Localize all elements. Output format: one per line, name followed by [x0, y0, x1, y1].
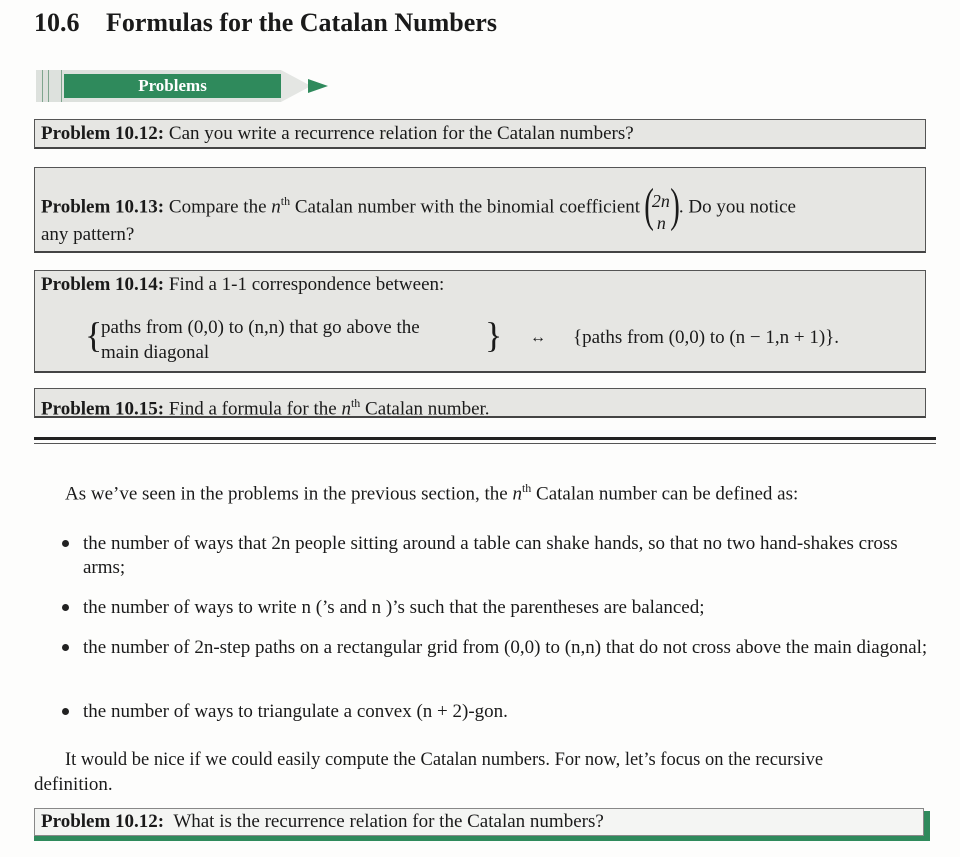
section-heading	[34, 8, 497, 38]
section-divider-thin	[34, 443, 936, 444]
bullet-dot	[62, 540, 69, 547]
section-number: 10.6	[34, 8, 80, 37]
binom-top: 2n	[651, 191, 670, 211]
problem-label: Problem 10.12:	[41, 123, 165, 144]
closing-line: definition.	[34, 774, 113, 795]
math-n: n	[512, 483, 522, 505]
problem-text: . Do you notice	[678, 196, 796, 218]
right-brace: }	[485, 315, 503, 355]
set-left-line: main diagonal	[101, 342, 210, 363]
superscript-th: th	[280, 194, 291, 209]
correspondence-arrow: ↔	[530, 329, 546, 346]
problem-text-cont: any pattern?	[41, 224, 135, 245]
set-left	[101, 315, 420, 365]
problem-text: Find a formula for the	[168, 398, 342, 420]
problem-text: What is the recurrence relation for the Catalan numbers?	[173, 811, 604, 832]
section-divider	[34, 437, 936, 440]
closing-line: It would be nice if we could easily compute the Catalan numbers. For now, let’s focus on the recursive	[65, 750, 824, 770]
superscript-th: th	[350, 396, 361, 410]
final-problem-inner	[34, 808, 924, 836]
problem-label: Problem 10.15:	[41, 398, 165, 420]
pencil-ribs	[42, 70, 62, 102]
bullet-text: the number of ways to triangulate a convex (n + 2)-gon.	[83, 701, 508, 722]
binomial-coefficient: ( 2n n )	[647, 184, 677, 232]
problems-banner	[36, 70, 331, 104]
problem-label: Problem 10.14:	[41, 274, 165, 295]
section-title: Formulas for the Catalan Numbers	[106, 8, 497, 37]
math-n: n	[271, 196, 281, 218]
bullet-dot	[62, 604, 69, 611]
bullet-text: the number of ways to write n (’s and n )’s such that the parentheses are balanced;	[83, 597, 705, 618]
bullet-dot	[62, 644, 69, 651]
problem-box-10-13	[34, 167, 926, 253]
problem-box-10-14	[34, 270, 926, 373]
intro-text: As we’ve seen in the problems in the previous section, the	[65, 483, 513, 505]
set-left-line: paths from (0,0) to (n,n) that go above the	[101, 317, 420, 338]
final-problem-box	[34, 811, 930, 841]
banner-label: Problems	[138, 76, 207, 95]
binom-bottom: n	[656, 213, 666, 233]
set-right: {paths from (0,0) to (n − 1,n + 1)}.	[573, 327, 840, 348]
bullet-text: the number of ways that 2n people sitting around a table can shake hands, so that no two hand-shakes cross arms;	[83, 533, 898, 578]
intro-text: Catalan number can be defined as:	[531, 483, 799, 505]
intro-paragraph	[65, 481, 798, 505]
problem-box-10-15	[34, 388, 926, 418]
problem-label: Problem 10.12:	[41, 811, 165, 832]
pencil-tip	[281, 70, 311, 102]
bullet-dot	[62, 708, 69, 715]
problem-label: Problem 10.13:	[41, 196, 165, 218]
left-brace: {	[85, 315, 103, 355]
pencil-lead	[308, 79, 328, 93]
problem-box-10-12	[34, 119, 926, 149]
problem-text: Compare the	[168, 196, 272, 218]
problem-text: Catalan number.	[360, 398, 490, 420]
superscript-th: th	[521, 481, 532, 495]
math-n: n	[341, 398, 351, 420]
pencil-rib	[48, 70, 49, 102]
problem-text: Can you write a recurrence relation for the Catalan numbers?	[168, 123, 634, 144]
bullet-text: the number of 2n-step paths on a rectangular grid from (0,0) to (n,n) that do not cross above the main diagonal;	[83, 637, 928, 658]
problem-text: Find a 1-1 correspondence between:	[168, 274, 445, 295]
problem-text: Catalan number with the binomial coefficient	[290, 196, 645, 218]
